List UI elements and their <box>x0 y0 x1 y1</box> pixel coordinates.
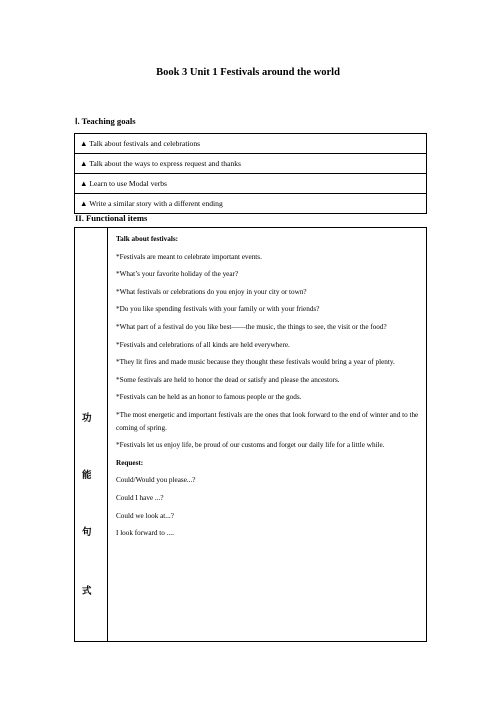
goal-item: ▲ Learn to use Modal verbs <box>75 174 427 194</box>
request-line: Could we look at...? <box>116 511 174 520</box>
talk-line: *What’s your favorite holiday of the year? <box>116 270 239 279</box>
section-heading-teaching-goals: Ⅰ. Teaching goals <box>75 116 136 126</box>
column-divider <box>107 228 108 641</box>
talk-line: *Do you like spending festivals with your family or with your friends? <box>116 305 320 314</box>
talk-line: *What part of a festival do you like best——the music, the things to see, the visit or the food? <box>116 322 387 331</box>
side-label-char: 式 <box>82 586 92 597</box>
talk-line: *What festivals or celebrations do you enjoy in your city or town? <box>116 287 307 296</box>
talk-line: *Festivals are meant to celebrate important events. <box>116 252 262 261</box>
section-heading-functional-items: II. Functional items <box>75 213 148 223</box>
goal-item: ▲ Talk about festivals and celebrations <box>75 134 427 154</box>
side-label-char: 句 <box>82 527 92 538</box>
request-line: I look forward to .... <box>116 529 174 538</box>
talk-line: *Some festivals are held to honor the dead or satisfy and please the ancestors. <box>116 375 340 384</box>
teaching-goals-table <box>74 133 427 214</box>
talk-heading: Talk about festivals: <box>116 235 179 243</box>
talk-line: *They lit fires and made music because they thought these festivals would bring a year of plenty. <box>116 358 395 367</box>
request-heading: Request: <box>116 458 144 467</box>
side-label-char: 功 <box>82 413 92 424</box>
document-title: Book 3 Unit 1 Festivals around the world <box>156 67 340 78</box>
talk-line: *The most energetic and important festivals are the ones that look forward to the end of winter and to the coming of spring. <box>116 410 419 432</box>
request-line: Could I have ...? <box>116 493 164 502</box>
talk-line: *Festivals and celebrations of all kinds are held everywhere. <box>116 340 290 349</box>
talk-line: *Festivals can be held as an honor to famous people or the gods. <box>116 393 302 402</box>
request-line: Could/Would you please...? <box>116 476 196 485</box>
goal-item: ▲ Write a similar story with a different ending <box>75 194 427 214</box>
functional-items-table <box>74 227 427 642</box>
side-label-char: 能 <box>82 470 92 481</box>
goal-item: ▲ Talk about the ways to express request and thanks <box>75 154 427 174</box>
functional-content <box>112 233 422 540</box>
talk-line: *Festivals let us enjoy life, be proud of our customs and forget our daily life for a little while. <box>116 441 385 450</box>
